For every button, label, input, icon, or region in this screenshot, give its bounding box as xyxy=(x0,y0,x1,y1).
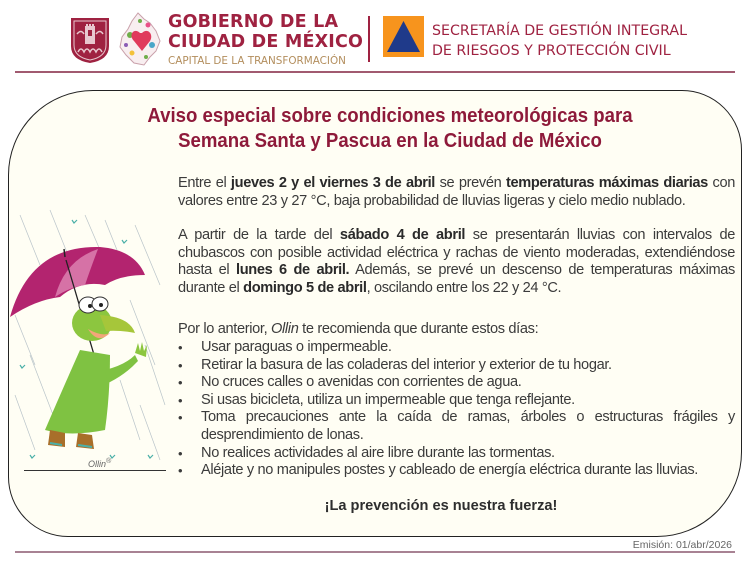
list-item: • No cruces calles o avenidas con corrientes de agua. xyxy=(178,374,735,392)
registered-mark: ® xyxy=(106,458,112,465)
list-item: • Toma precauciones ante la caída de ramas, árboles o estructuras frágiles y desprendimiento de lonas. xyxy=(178,409,735,444)
notice-title xyxy=(27,104,750,154)
body-text-run: Entre el xyxy=(178,175,231,191)
emission-date: Emisión: 01/abr/2026 xyxy=(632,539,732,551)
emphasis-text: domingo 5 de abril xyxy=(243,279,367,296)
recommendations-intro xyxy=(178,321,735,339)
body-text-run: Además, se prevé un descenso de temperaturas máximas durante el xyxy=(178,262,735,296)
civil-protection-triangle-icon xyxy=(383,16,424,57)
gov-title-line2: CIUDAD DE MÉXICO xyxy=(168,32,364,52)
cdmx-map-heart-icon xyxy=(118,11,162,67)
emphasis-text: jueves 2 y el viernes 3 de abril xyxy=(230,175,436,191)
mascot-caption xyxy=(88,458,111,469)
gov-title-line1: GOBIERNO DE LA xyxy=(168,12,339,32)
header xyxy=(0,0,750,74)
list-item: • Aléjate y no manipules postes y cableado de energía eléctrica durante las lluvias. xyxy=(178,462,735,480)
body-text-run: con valores entre 23 y 27 °C, baja probabilidad de lluvias ligeras y cielo medio nublado. xyxy=(178,175,735,209)
slogan: ¡La prevención es nuestra fuerza! xyxy=(324,498,558,514)
government-title xyxy=(168,12,363,52)
forecast-paragraph-2 xyxy=(178,227,735,297)
intro-text-end: te recomienda que durante estos días: xyxy=(298,321,539,337)
secretariat-title xyxy=(432,21,687,61)
emphasis-text: lunes 6 de abril. xyxy=(235,262,350,279)
list-item: • No realices actividades al aire libre durante las tormentas. xyxy=(178,445,735,463)
emphasis-text: temperaturas máximas diarias xyxy=(505,175,708,191)
mascot-caption-line xyxy=(24,470,166,471)
secretariat-line1: SECRETARÍA DE GESTIÓN INTEGRAL xyxy=(432,23,688,39)
footer-separator-line xyxy=(15,551,735,553)
mascot-caption-name: Ollin xyxy=(88,459,107,469)
cdmx-shield-icon xyxy=(69,16,111,64)
mascot-name-inline: Ollin xyxy=(271,321,299,337)
list-item: • Usar paraguas o impermeable. xyxy=(178,339,735,357)
intro-text: Por lo anterior, xyxy=(178,321,272,337)
recommendations-list xyxy=(178,339,735,480)
body-text-run: A partir de la tarde del xyxy=(178,227,340,243)
body-text-run: , oscilando entre los 22 y 24 °C. xyxy=(366,279,562,296)
forecast-paragraph-1 xyxy=(178,175,735,210)
notice-title-line2: Semana Santa y Pascua en la Ciudad de México xyxy=(178,130,602,152)
secretariat-line2: DE RIESGOS Y PROTECCIÓN CIVIL xyxy=(432,43,671,59)
list-item: • Si usas bicicleta, utiliza un impermeable que tenga reflejante. xyxy=(178,392,735,410)
government-subtitle: CAPITAL DE LA TRANSFORMACIÓN xyxy=(168,55,346,67)
notice-title-line1: Aviso especial sobre condiciones meteorológicas para xyxy=(147,105,633,127)
ollin-umbrella-rain-illustration xyxy=(10,205,170,470)
body-text-run: se prevén xyxy=(435,175,506,191)
header-divider xyxy=(368,16,370,62)
header-separator-line xyxy=(15,71,735,73)
list-item: • Retirar la basura de las coladeras del interior y exterior de tu hogar. xyxy=(178,357,735,375)
body-text-run: se presentarán lluvias con intervalos de chubascos con posible actividad eléctrica y rachas de viento moderadas, extendiéndose hasta el xyxy=(178,227,735,279)
emphasis-text: sábado 4 de abril xyxy=(339,227,466,243)
